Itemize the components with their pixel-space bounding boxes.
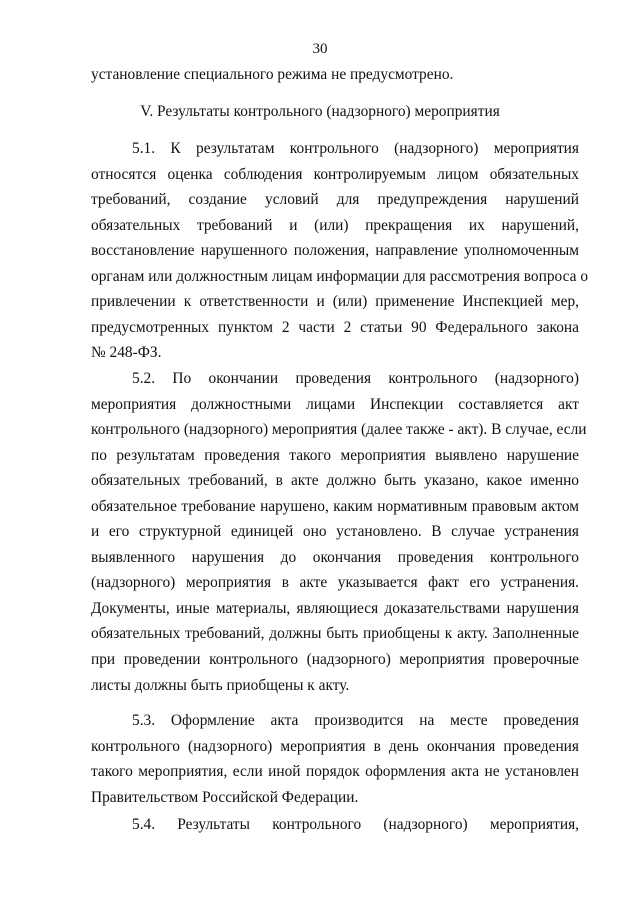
paragraph-line: 5.1. К результатам контрольного (надзорного) мероприятия	[132, 140, 579, 157]
paragraph-line: мероприятия должностными лицами Инспекции составляется акт	[91, 395, 579, 413]
paragraph-line: Правительством Российской Федерации.	[91, 788, 359, 806]
paragraph-line: № 248-ФЗ.	[91, 344, 162, 362]
paragraph-line: контрольного (надзорного) мероприятия в день окончания проведения	[91, 737, 579, 755]
intro-line: установление специального режима не предусмотрено.	[91, 66, 454, 83]
paragraph-line: контрольного (надзорного) мероприятия (далее также - акт). В случае, если	[91, 421, 587, 439]
paragraph-line: 5.3. Оформление акта производится на месте проведения	[132, 712, 579, 729]
paragraph-line: листы должны быть приобщены к акту.	[91, 676, 350, 694]
paragraph-line: по результатам проведения такого мероприятия выявлено нарушение	[91, 446, 579, 464]
paragraph-line: относятся оценка соблюдения контролируемым лицом обязательных	[91, 165, 579, 183]
paragraph-line: восстановление нарушенного положения, направление уполномоченным	[91, 242, 579, 260]
paragraph-line: органам или должностным лицам информации для рассмотрения вопроса о	[91, 267, 589, 285]
paragraph-line: привлечении к ответственности и (или) применение Инспекцией мер,	[91, 293, 579, 311]
intro-text	[91, 62, 579, 87]
paragraph-line: обязательных требований и (или) прекращения их нарушений,	[91, 216, 579, 234]
paragraph-5-3	[91, 708, 579, 810]
paragraph-5-1	[91, 136, 589, 366]
paragraph-line: выявленного нарушения до окончания проведения контрольного	[91, 548, 579, 566]
paragraph-line: 5.4. Результаты контрольного (надзорного) мероприятия,	[132, 816, 579, 833]
paragraph-line: обязательных требований, в акте должно быть указано, какое именно	[91, 472, 579, 490]
paragraph-5-4	[91, 812, 579, 838]
paragraph-line: требований, создание условий для предупреждения нарушений	[91, 191, 579, 209]
page-number: 30	[312, 41, 328, 57]
paragraph-line: обязательное требование нарушено, каким нормативным правовым актом	[91, 497, 579, 515]
paragraph-line: такого мероприятия, если иной порядок оформления акта не установлен	[91, 763, 579, 781]
paragraph-line: Документы, иные материалы, являющиеся доказательствами нарушения	[91, 599, 579, 617]
paragraph-line: обязательных требований, должны быть приобщены к акту. Заполненные	[91, 625, 579, 643]
section-heading: V. Результаты контрольного (надзорного) мероприятия	[140, 103, 500, 120]
paragraph-line: (надзорного) мероприятия в акте указывается факт его устранения.	[91, 574, 579, 592]
paragraph-line: 5.2. По окончании проведения контрольного (надзорного)	[132, 370, 579, 387]
paragraph-line: при проведении контрольного (надзорного) мероприятия проверочные	[91, 651, 579, 669]
paragraph-line: предусмотренных пунктом 2 части 2 статьи 90 Федерального закона	[91, 318, 579, 336]
paragraph-line: и его структурной единицей оно установлено. В случае устранения	[91, 523, 579, 541]
paragraph-5-2	[91, 366, 587, 698]
